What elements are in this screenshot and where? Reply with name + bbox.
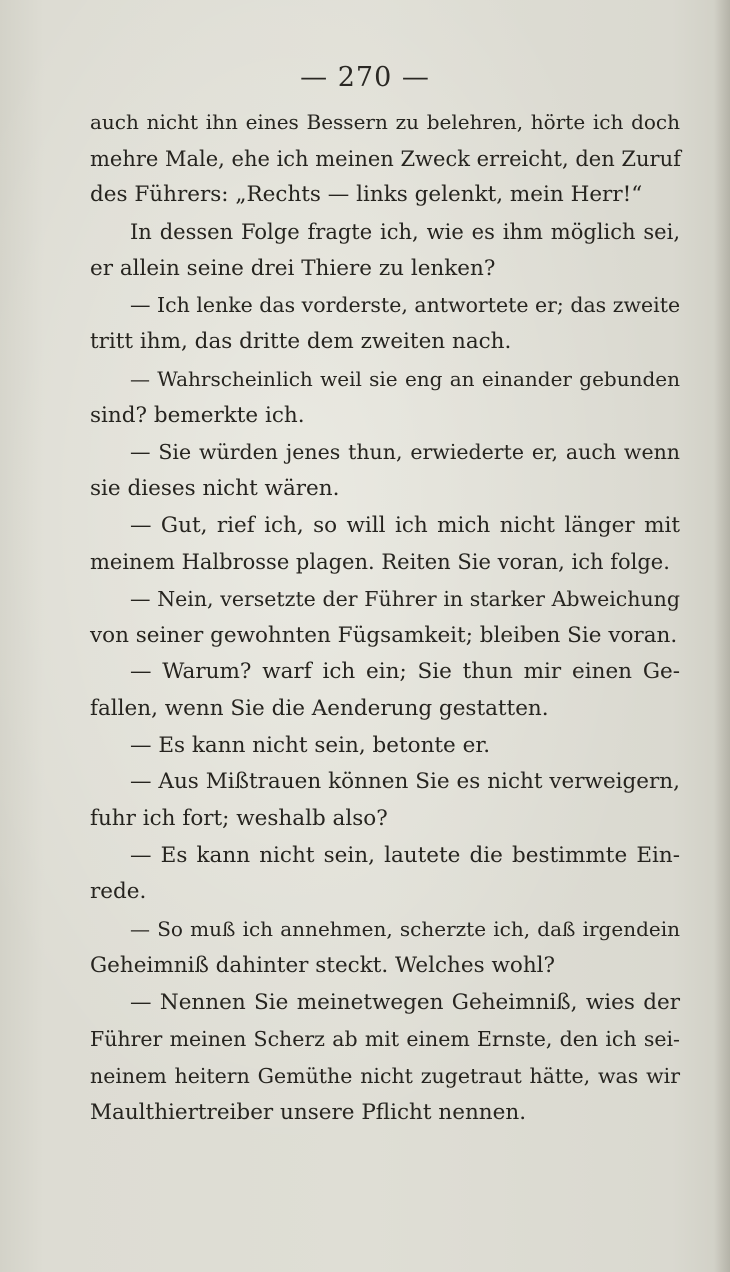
text-line: er allein seine drei Thiere zu lenken? [90, 255, 496, 281]
text-line: fuhr ich fort; weshalb also? [90, 806, 388, 832]
text-line: des Führers: „Rechts — links gelenkt, mein Herr!“ [90, 182, 643, 208]
text-line: sie dieses nicht wären. [90, 475, 340, 501]
text-line: — Wahrscheinlich weil sie eng an einander gebunden [130, 366, 680, 391]
text-line: mehre Male, ehe ich meinen Zweck erreicht, den Zuruf [90, 146, 681, 171]
text-line: neinem heitern Gemüthe nicht zugetraut hätte, was wir [90, 1063, 680, 1088]
text-line: — Es kann nicht sein, betonte er. [130, 732, 491, 758]
text-line: rede. [90, 879, 147, 905]
text-line: auch nicht ihn eines Bessern zu belehren, hörte ich doch [90, 110, 680, 134]
page-number: — 270 — [300, 62, 430, 93]
body-text [90, 104, 680, 1131]
text-line: — Gut, rief ich, so will ich mich nicht länger mit [130, 512, 680, 538]
text-line: — Nein, versetzte der Führer in starker Abweichung [130, 586, 680, 611]
text-line: fallen, wenn Sie die Aenderung gestatten. [90, 696, 549, 721]
text-line: Maulthiertreiber unsere Pflicht nennen. [90, 1099, 527, 1125]
page-edge-shadow [714, 0, 730, 1272]
text-line: tritt ihm, das dritte dem zweiten nach. [90, 329, 512, 355]
text-line: — Ich lenke das vorderste, antwortete er; das zweite [130, 293, 681, 318]
text-line: In dessen Folge fragte ich, wie es ihm möglich sei, [130, 220, 680, 245]
text-line: Geheimniß dahinter steckt. Welches wohl? [90, 952, 556, 978]
text-line: — Nennen Sie meinetwegen Geheimniß, wies der [130, 989, 680, 1015]
text-line: — So muß ich annehmen, scherzte ich, daß irgendein [130, 917, 680, 942]
text-line: — Aus Mißtrauen können Sie es nicht verweigern, [130, 769, 680, 795]
text-line: — Sie würden jenes thun, erwiederte er, auch wenn [130, 440, 680, 465]
text-line: Führer meinen Scherz ab mit einem Ernste, den ich sei- [90, 1027, 680, 1052]
text-line: von seiner gewohnten Fügsamkeit; bleiben Sie voran. [90, 622, 678, 648]
text-line: — Warum? warf ich ein; Sie thun mir einen Ge- [130, 659, 680, 685]
text-line: sind? bemerkte ich. [90, 402, 305, 428]
text-line: meinem Halbrosse plagen. Reiten Sie voran, ich folge. [90, 550, 670, 575]
text-line: — Es kann nicht sein, lautete die bestimmte Ein- [130, 842, 680, 868]
